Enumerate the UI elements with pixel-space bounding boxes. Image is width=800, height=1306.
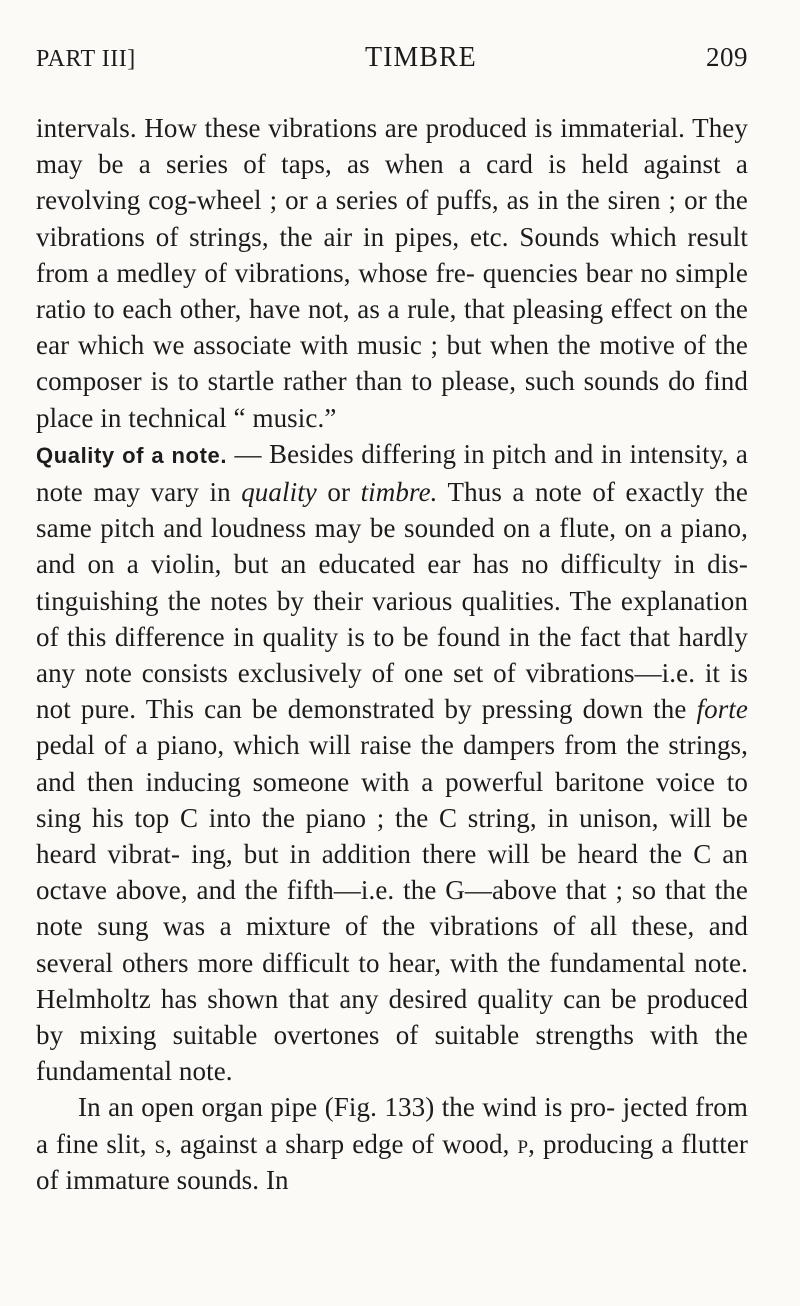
body-text bbox=[36, 110, 748, 1198]
italic-term: timbre. bbox=[360, 477, 438, 508]
page-title: TIMBRE bbox=[364, 42, 477, 73]
text-run: In an open organ pipe (Fig. 133) the wind is pro- jected from a fine slit, bbox=[36, 1092, 748, 1159]
paragraph-1: intervals. How these vibrations are produced is immaterial. They may be a series of taps, as when a card is held against a revolving cog-wheel ; or a series of puffs, as in the siren ; or the vibrations of strings, the air in pipes, etc. Sounds which result from a medley of vibrations, whose fre- quencies bear no simple ratio to each other, have not, as a rule, that pleasing effect on the ear which we associate with music ; but when the motive of the composer is to startle rather than to please, such sounds do find place in technical “ music.” bbox=[36, 113, 748, 433]
book-page bbox=[36, 42, 748, 1198]
italic-term: forte bbox=[696, 694, 748, 725]
figure-letter: s bbox=[154, 1128, 166, 1159]
text-run: , producing a flutter of immature sounds. In bbox=[36, 1128, 748, 1195]
text-run: or bbox=[316, 477, 361, 508]
running-header bbox=[36, 42, 748, 88]
part-label: PART III] bbox=[36, 46, 136, 72]
paragraph-3 bbox=[36, 1089, 748, 1198]
figure-letter: p bbox=[517, 1128, 529, 1159]
text-run: , against a sharp edge of wood, bbox=[165, 1128, 518, 1159]
italic-term: quality bbox=[241, 477, 317, 508]
paragraph-2 bbox=[36, 436, 748, 1090]
page-number: 209 bbox=[706, 42, 748, 72]
text-run: Thus a note of exactly the same pitch and loudness may be sounded on a flute, on a piano, and on a violin, but an educated ear has no difficulty in dis- tinguishing the notes by their various qualities. The explanation of this difference in quality is to be found in the fact that hardly any note consists exclusively of one set of vibrations—i.e. it is not pure. This can be demonstrated by pressing down the bbox=[36, 477, 748, 725]
text-run: pedal of a piano, which will raise the dampers from the strings, and then inducing someone with a powerful baritone voice to sing his top C into the piano ; the C string, in unison, will be heard vibrat- ing, but in addition there will be heard the C an octave above, and the fifth—i.e. the G—above that ; so that the note sung was a mixture of the vibrations of all these, and several others more difficult to hear, with the fundamental note. Helmholtz has shown that any desired quality can be produced by mixing suitable overtones of suitable strengths with the fundamental note. bbox=[36, 730, 748, 1087]
section-heading: Quality of a note. bbox=[36, 442, 228, 468]
text-run: — Besides differing in pitch and in intensity, a note may vary in bbox=[36, 438, 748, 508]
